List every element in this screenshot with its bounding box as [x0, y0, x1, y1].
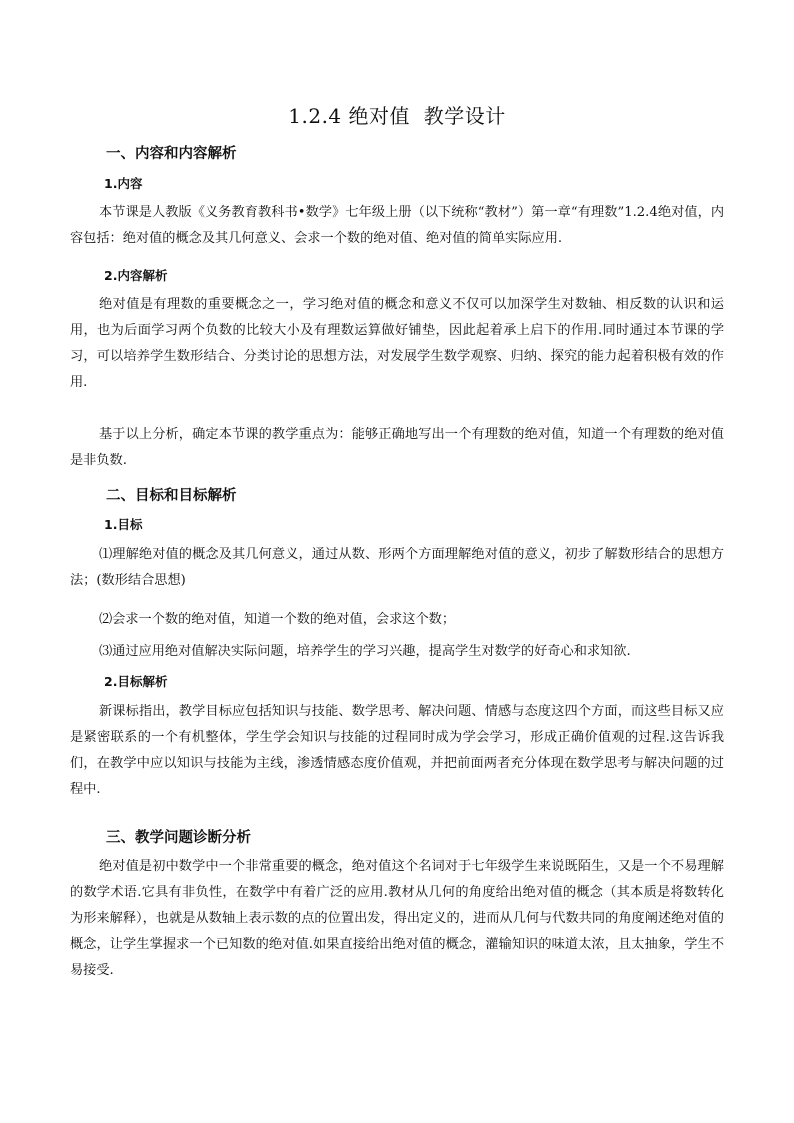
goal-item-2: ⑵会求一个数的绝对值，知道一个数的绝对值，会求这个数； [99, 612, 456, 627]
section-2-heading: 二、目标和目标解析 [106, 488, 237, 504]
section-1-1-text: 本节课是人教版《义务教育教科书•数学》七年级上册（以下统称“教材”）第一章“有理数”1.2.4绝对值，内容包括：绝对值的概念及其几何意义、会求一个数的绝对值、绝对值的简单实际应用. [70, 205, 724, 246]
section-1-heading: 一、内容和内容解析 [106, 146, 237, 162]
section-1-2-text-2: 基于以上分析，确定本节课的教学重点为：能够正确地写出一个有理数的绝对值，知道一个有理数的绝对值是非负数. [70, 427, 724, 468]
section-1-1-heading: 1.内容 [104, 176, 143, 191]
goal-item-1: ⑴理解绝对值的概念及其几何意义，通过从数、形两个方面理解绝对值的意义，初步了解数形结合的思想方法；(数形结合思想) [70, 547, 724, 588]
section-2-1-heading: 1.目标 [104, 517, 143, 532]
goal-item-3: ⑶通过应用绝对值解决实际问题，培养学生的学习兴趣，提高学生对数学的好奇心和求知欲. [99, 644, 631, 659]
section-3-text: 绝对值是初中数学中一个非常重要的概念，绝对值这个名词对于七年级学生来说既陌生，又是一个不易理解的数学术语.它具有非负性，在数学中有着广泛的应用.教材从几何的角度给出绝对值的概念（其本质是将数转化为形来解释），也就是从数轴上表示数的点的位置出发，得出定义的，进而从几何与代数共同的角度阐述绝对值的概念，让学生掌握求一个已知数的绝对值.如果直接给出绝对值的概念，灌输知识的味道太浓，且太抽象，学生不易接受. [70, 859, 724, 978]
section-3-heading: 三、教学问题诊断分析 [106, 830, 251, 846]
document-title: 1.2.4 绝对值 教学设计 [288, 104, 506, 128]
section-1-2-heading: 2.内容解析 [104, 268, 168, 283]
section-1-2-text-1: 绝对值是有理数的重要概念之一，学习绝对值的概念和意义不仅可以加深学生对数轴、相反数的认识和运用，也为后面学习两个负数的比较大小及有理数运算做好铺垫，因此起着承上启下的作用.同时通过本节课的学习，可以培养学生数形结合、分类讨论的思想方法，对发展学生数学观察、归纳、探究的能力起着积极有效的作用. [70, 297, 725, 390]
section-2-2-heading: 2.目标解析 [104, 674, 168, 689]
section-2-2-text: 新课标指出，教学目标应包括知识与技能、数学思考、解决问题、情感与态度这四个方面，而这些目标又应是紧密联系的一个有机整体，学生学会知识与技能的过程同时成为学会学习，形成正确价值观的过程.这告诉我们，在教学中应以知识与技能为主线，渗透情感态度价值观，并把前面两者充分体现在数学思考与解决问题的过程中. [70, 704, 724, 797]
